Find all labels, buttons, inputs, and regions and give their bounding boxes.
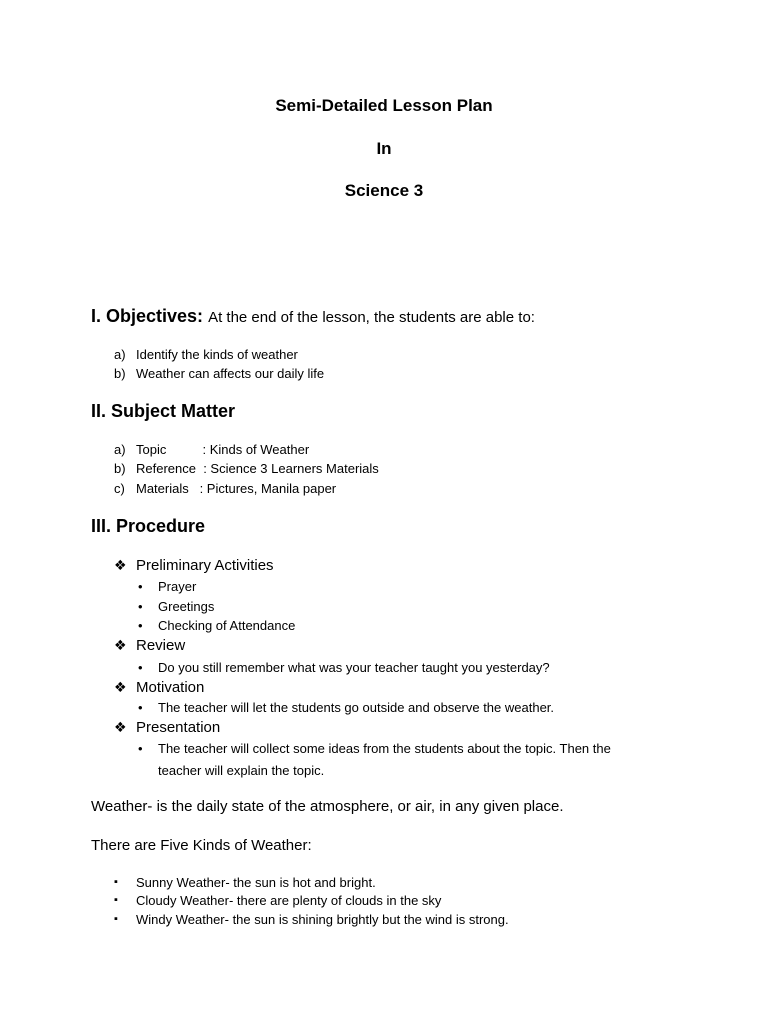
kind-item-text: Windy Weather- the sun is shining brightly but the wind is strong.: [136, 912, 509, 927]
list-marker: a): [114, 347, 126, 362]
procedure-item-text: Prayer: [158, 579, 197, 594]
objective-item-text: Weather can affects our daily life: [136, 366, 325, 381]
subject-matter-item-text: Reference : Science 3 Learners Materials: [136, 461, 379, 476]
bullet-icon: •: [138, 660, 143, 675]
procedure-group-title: Motivation: [136, 679, 205, 696]
diamond-bullet-icon: ❖: [114, 557, 127, 573]
square-bullet-icon: ▪: [114, 894, 118, 906]
weather-term: Weather: [91, 798, 148, 815]
objectives-lead: At the end of the lesson, the students are able to:: [208, 309, 535, 326]
bullet-icon: •: [138, 700, 143, 715]
weather-definition: [91, 798, 563, 815]
procedure-item-text: teacher will explain the topic.: [158, 763, 325, 778]
list-marker: c): [114, 481, 125, 496]
title-line-1: Semi-Detailed Lesson Plan: [275, 96, 493, 115]
procedure-group-title: Review: [136, 637, 186, 654]
weather-definition-text: - is the daily state of the atmosphere, or air, in any given place.: [147, 798, 564, 815]
square-bullet-icon: ▪: [114, 913, 118, 925]
list-marker: b): [114, 461, 126, 476]
list-marker: a): [114, 442, 126, 457]
bullet-icon: •: [138, 599, 143, 614]
procedure-item-text: Checking of Attendance: [158, 618, 296, 633]
kind-item-text: Cloudy Weather- there are plenty of clouds in the sky: [136, 893, 442, 908]
objective-item-text: Identify the kinds of weather: [136, 347, 298, 362]
objectives-heading-label: I. Objectives:: [91, 306, 204, 326]
bullet-icon: •: [138, 579, 143, 594]
procedure-item-text: The teacher will let the students go outside and observe the weather.: [158, 700, 555, 715]
title-line-2: In: [376, 139, 392, 158]
title-line-3: Science 3: [344, 181, 424, 200]
bullet-icon: •: [138, 741, 143, 756]
kinds-intro: There are Five Kinds of Weather:: [91, 837, 312, 854]
subject-matter-item-text: Topic : Kinds of Weather: [136, 442, 310, 457]
procedure-item-text: Do you still remember what was your teacher taught you yesterday?: [158, 660, 550, 675]
diamond-bullet-icon: ❖: [114, 679, 127, 695]
procedure-group-title: Presentation: [136, 719, 221, 736]
bullet-icon: •: [138, 618, 143, 633]
kind-item-text: Sunny Weather- the sun is hot and bright.: [136, 875, 376, 890]
subject-matter-heading: II. Subject Matter: [91, 401, 236, 421]
diamond-bullet-icon: ❖: [114, 719, 127, 735]
diamond-bullet-icon: ❖: [114, 637, 127, 653]
procedure-heading: III. Procedure: [91, 516, 206, 536]
procedure-item-text: The teacher will collect some ideas from the students about the topic. Then the: [158, 741, 611, 756]
list-marker: b): [114, 366, 126, 381]
procedure-item-text: Greetings: [158, 599, 215, 614]
subject-matter-item-text: Materials : Pictures, Manila paper: [136, 481, 337, 496]
objectives-heading: [91, 306, 535, 327]
square-bullet-icon: ▪: [114, 876, 118, 888]
procedure-group-title: Preliminary Activities: [136, 557, 274, 574]
